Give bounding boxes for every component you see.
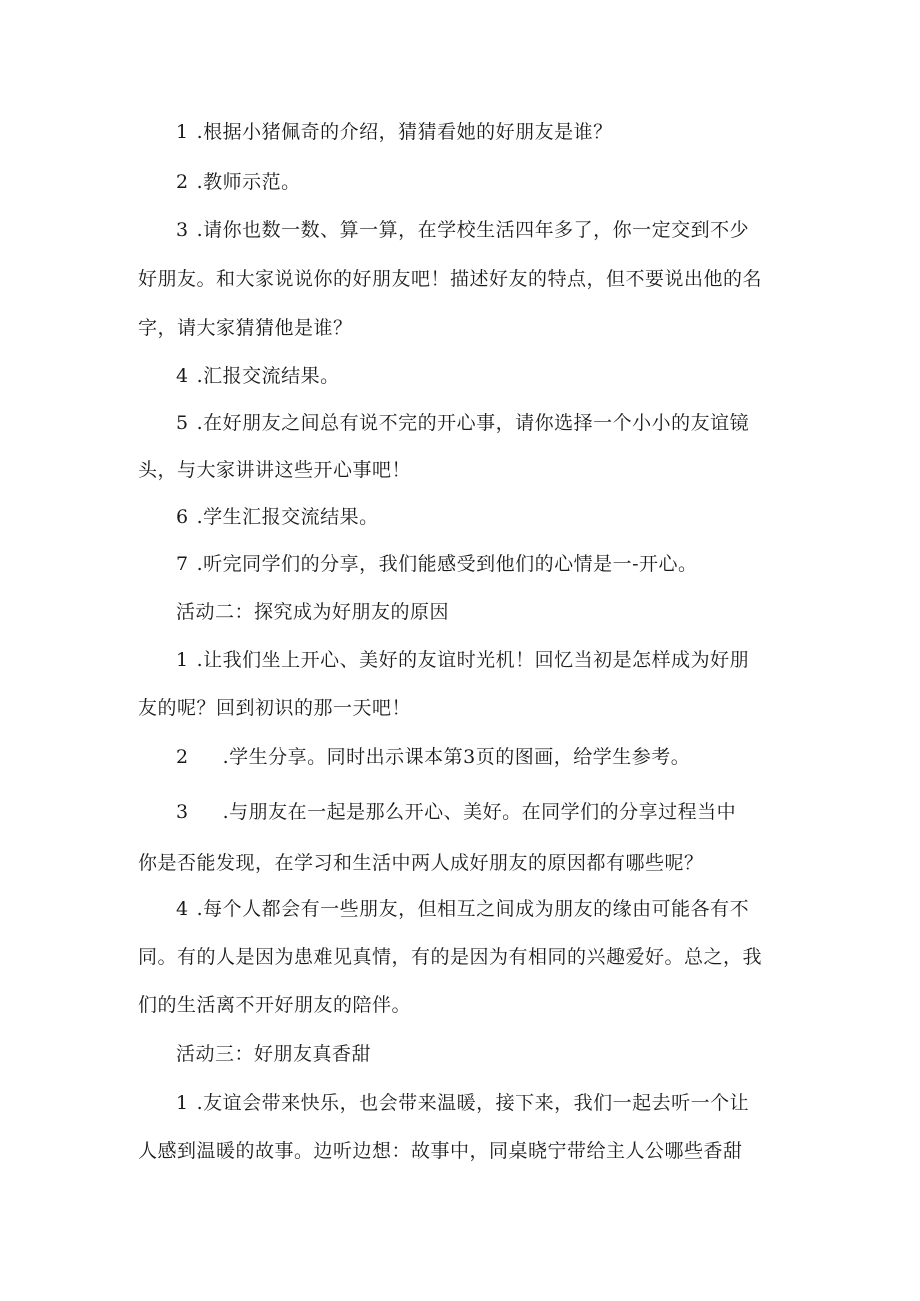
- item-5: [176, 411, 749, 435]
- item-number: 3: [176, 219, 189, 241]
- activity-2-item-1: [176, 648, 749, 672]
- item-text: .每个人都会有一些朋友，但相互之间成为朋友的缘由可能各有不: [196, 898, 750, 920]
- item-5-line-2: 头，与大家讲讲这些开心事吧！: [138, 459, 412, 481]
- item-number: 6: [176, 506, 189, 528]
- item-number: 4: [176, 365, 189, 387]
- item-number: 1: [176, 649, 189, 671]
- item-6: [176, 505, 379, 529]
- section-heading-activity-2: 活动二：探究成为好朋友的原因: [176, 601, 450, 623]
- item-text: .汇报交流结果。: [196, 365, 340, 387]
- item-number: 7: [176, 553, 189, 575]
- activity-2-item-2: [176, 745, 690, 769]
- activity-2-item-4-line-2: 同。有的人是因为患难见真情，有的是因为有相同的兴趣爱好。总之，我: [138, 946, 763, 968]
- item-1: [176, 120, 613, 144]
- item-number: 2: [176, 171, 189, 193]
- item-3-line-2: 好朋友。和大家说说你的好朋友吧！描述好友的特点，但不要说出他的名: [138, 268, 763, 290]
- item-number: 4: [176, 898, 189, 920]
- activity-3-item-1-line-2: 人感到温暖的故事。边听边想：故事中，同桌晓宁带给主人公哪些香甜: [138, 1140, 743, 1162]
- item-7: [176, 552, 698, 576]
- item-3: [176, 218, 749, 242]
- activity-2-item-1-line-2: 友的呢？回到初识的那一天吧！: [138, 697, 412, 719]
- item-text: .友谊会带来快乐，也会带来温暖，接下来，我们一起去听一个让: [196, 1092, 750, 1114]
- activity-3-item-1: [176, 1091, 749, 1115]
- activity-2-item-4: [176, 897, 749, 921]
- item-text: .教师示范。: [196, 171, 301, 193]
- item-number: 3: [176, 801, 189, 823]
- item-text: .根据小猪佩奇的介绍，猜猜看她的好朋友是谁？: [196, 121, 613, 143]
- item-text: .在好朋友之间总有说不完的开心事，请你选择一个小小的友谊镜: [196, 412, 750, 434]
- item-text: .与朋友在一起是那么开心、美好。在同学们的分享过程当中: [222, 801, 737, 823]
- item-text: .学生汇报交流结果。: [196, 506, 379, 528]
- item-number: 5: [176, 412, 189, 434]
- item-text: .请你也数一数、算一算，在学校生活四年多了，你一定交到不少: [196, 219, 750, 241]
- item-number: 2: [176, 746, 189, 768]
- item-text: .学生分享。同时出示课本第3页的图画，给学生参考。: [222, 746, 691, 768]
- item-text: .让我们坐上开心、美好的友谊时光机！回忆当初是怎样成为好朋: [196, 649, 750, 671]
- item-text: .听完同学们的分享，我们能感受到他们的心情是一-开心。: [196, 553, 698, 575]
- item-number: 1: [176, 1092, 189, 1114]
- activity-2-item-3: [176, 800, 736, 824]
- activity-2-item-4-line-3: 们的生活离不开好朋友的陪伴。: [138, 994, 412, 1016]
- activity-2-item-3-line-2: 你是否能发现，在学习和生活中两人成好朋友的原因都有哪些呢？: [138, 852, 704, 874]
- item-4: [176, 364, 340, 388]
- section-heading-activity-3: 活动三：好朋友真香甜: [176, 1043, 372, 1065]
- item-number: 1: [176, 121, 189, 143]
- item-2: [176, 170, 301, 194]
- item-3-line-3: 字，请大家猜猜他是谁？: [138, 317, 353, 339]
